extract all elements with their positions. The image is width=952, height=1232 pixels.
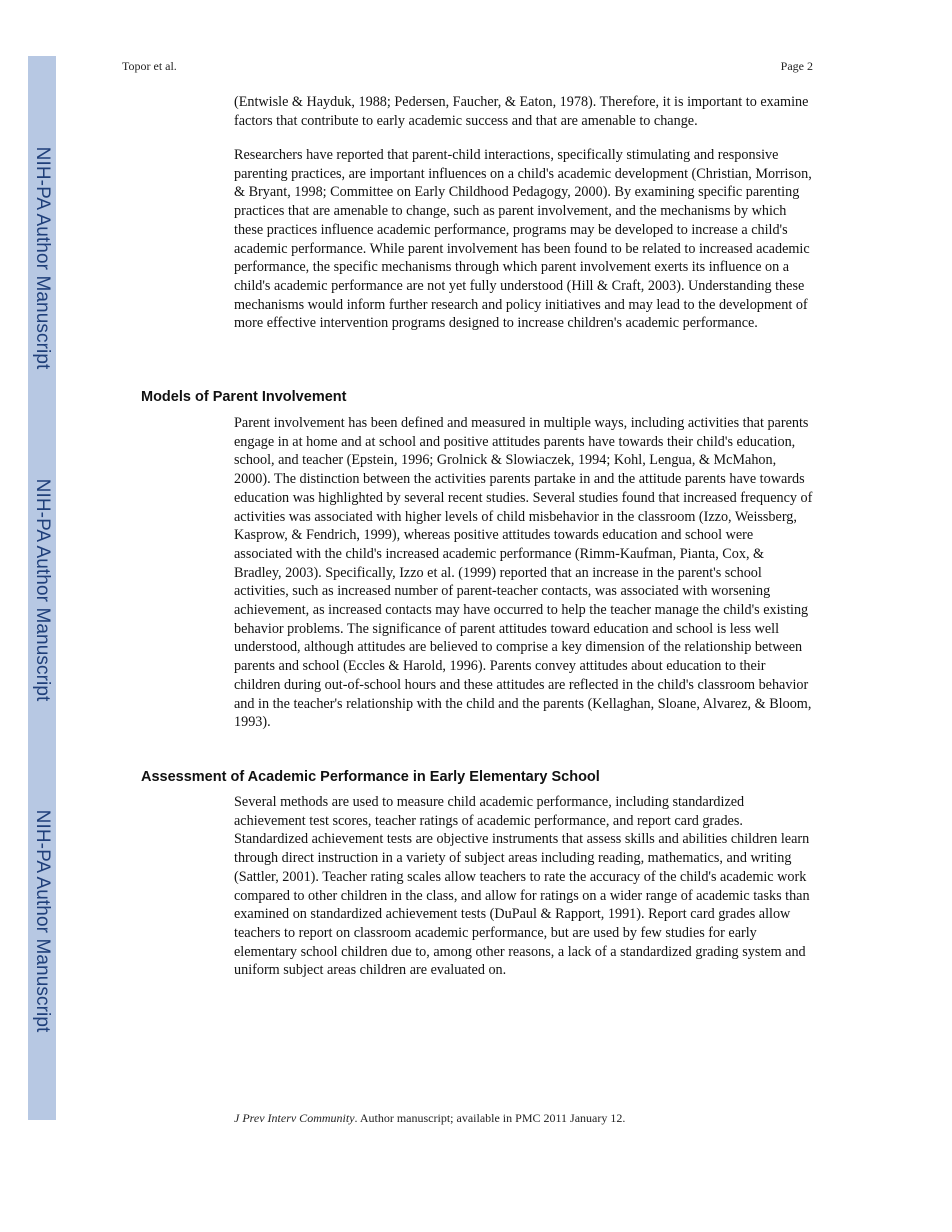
sidebar-label-top-text: NIH-PA Author Manuscript — [32, 146, 53, 370]
paragraph-continued: (Entwisle & Hayduk, 1988; Pedersen, Faucher, & Eaton, 1978). Therefore, it is important to examine factors that contribute to early academic success and that are amenable to change. — [234, 94, 809, 129]
footer-journal-name: J Prev Interv Community — [234, 1111, 355, 1125]
section-heading-models: Models of Parent Involvement — [141, 389, 347, 405]
footer-availability-note: . Author manuscript; available in PMC 2011 January 12. — [354, 1111, 626, 1125]
sidebar-label-middle-text: NIH-PA Author Manuscript — [32, 478, 53, 702]
running-head-page-number: Page 2 — [780, 59, 813, 73]
paragraph-models: Parent involvement has been defined and measured in multiple ways, including activities that parents engage in at home and at school and positive attitudes parents have towards their child's education, school, and teacher (Epstein, 1996; Grolnick & Slowiaczek, 1994; Kohl, Lengua, & McMahon, 2000). The distinction between the activities parents partake in and the attitude parents have towards education was highlighted by several recent studies. Several studies found that increased frequency of activities was associated with higher levels of child misbehavior in the classroom (Izzo, Weissberg, Kasprow, & Fendrich, 1999), whereas positive attitudes towards education and school were associated with the child's increased academic performance (Rimm-Kaufman, Pianta, Cox, & Bradley, 2003). Specifically, Izzo et al. (1999) reported that an increase in the parent's school activities, such as increased number of parent-teacher contacts, was associated with worsening achievement, as increased contacts may have occurred to help the teacher manage the child's existing behavior problems. The significance of parent attitudes toward education and school is less well understood, although attitudes are believed to comprise a key dimension of the relationship between parents and school (Eccles & Harold, 1996). Parents convey attitudes about education to their children during out-of-school hours and these attitudes are reflected in the child's classroom behavior and in the teacher's relationship with the child and the parents (Kellaghan, Sloane, Alvarez, & Bloom, 1993). — [234, 415, 813, 731]
running-head-authors: Topor et al. — [122, 59, 177, 73]
footer-citation — [234, 1111, 625, 1126]
section-heading-assessment: Assessment of Academic Performance in Early Elementary School — [141, 769, 600, 785]
sidebar-label-bottom-text: NIH-PA Author Manuscript — [32, 809, 53, 1033]
paragraph-assessment: Several methods are used to measure child academic performance, including standardized achievement test scores, teacher ratings of academic performance, and report card grades. Standardized achievement tests are objective instruments that assess skills and abilities children learn through direct instruction in a variety of subject areas including reading, mathematics, and writing (Sattler, 2001). Teacher rating scales allow teachers to rate the accuracy of the child's academic work compared to other children in the class, and allow for ratings on a wider range of academic tasks than examined on standardized achievement tests (DuPaul & Rapport, 1991). Report card grades allow teachers to report on classroom academic performance, but are used by few studies for early elementary school children due to, among other reasons, a lack of a standardized grading system and uniform subject areas children are evaluated on. — [234, 794, 810, 979]
paragraph-researchers: Researchers have reported that parent-child interactions, specifically stimulating and responsive parenting practices, are important influences on a child's academic development (Christian, Morrison, & Bryant, 1998; Committee on Early Childhood Pedagogy, 2000). By examining specific parenting practices that are amenable to change, such as parent involvement, and the mechanisms by which these practices influence academic performance, programs may be developed to increase a child's academic performance. While parent involvement has been found to be related to increased academic performance, the specific mechanisms through which parent involvement exerts its influence on a child's academic performance are not yet fully understood (Hill & Craft, 2003). Understanding these mechanisms would inform further research and policy initiatives and may lead to the development of more effective intervention programs designed to increase children's academic performance. — [234, 147, 812, 332]
